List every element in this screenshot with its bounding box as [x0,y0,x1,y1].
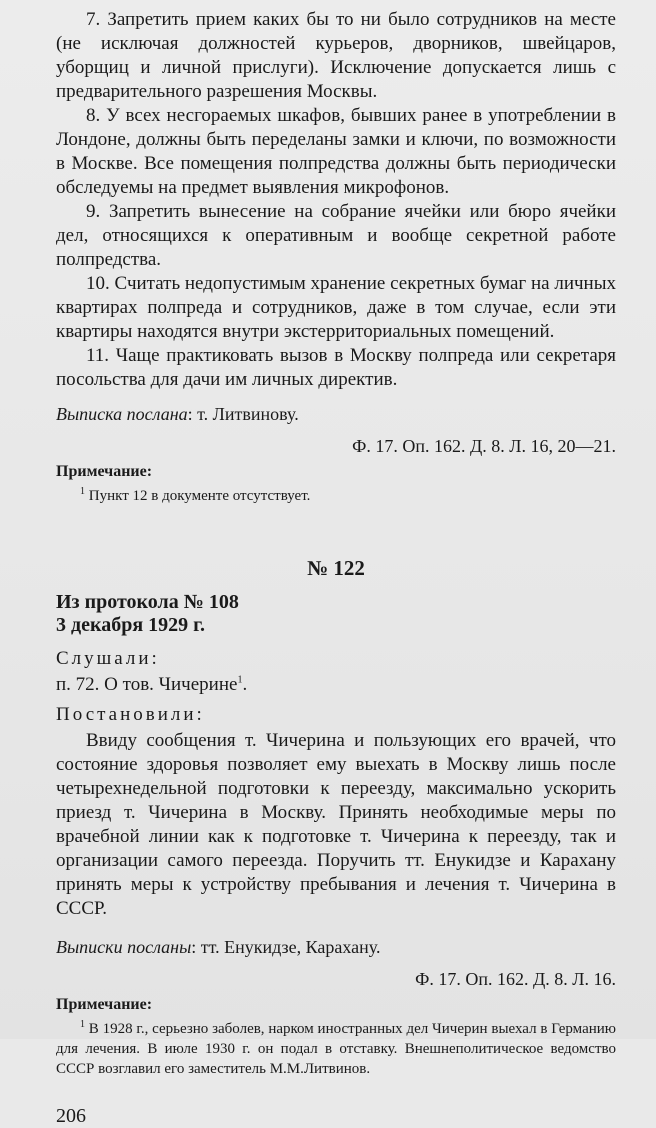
resolution-item-11: 11. Чаще практиковать вызов в Москву полпреда или секретаря посольства для дачи им личных директив. [56,345,616,390]
extract-sent-label: Выписка послана [56,404,188,424]
archive-reference-1: Ф. 17. Оп. 162. Д. 8. Л. 16, 20—21. [352,436,616,456]
archive-reference-2: Ф. 17. Оп. 162. Д. 8. Л. 16. [415,969,616,989]
heard-item [56,673,616,697]
protocol-date: 3 декабря 1929 г. [56,614,205,636]
footnote-text: В 1928 г., серьезно заболев, нарком иностранных дел Чичерин выехал в Германию для лечения. В июле 1930 г. он подал в отставку. Внешнеполитическое ведомство СССР возглавил его заместитель М.М.Литвинов. [56,1021,616,1077]
heard-item-mark: 1 [237,674,243,686]
note-heading-1: Примечание: [56,463,153,480]
heard-item-tail: . [242,674,248,695]
note-heading-2: Примечание: [56,996,153,1013]
resolution-item-8: 8. У всех несгораемых шкафов, бывших ранее в употреблении в Лондоне, должны быть переделаны замки и ключи, по возможности в Москве. Все помещения полпредства должны быть периодически обследуемы на предмет выявления микрофонов. [56,105,616,198]
extract-sent-line-2 [56,935,616,959]
footnote-2 [56,1019,616,1079]
resolution-item-10: 10. Считать недопустимым хранение секретных бумаг на личных квартирах полпреда и сотрудников, даже в том случае, если эти квартиры находятся внутри экстерриториальных помещений. [56,273,616,342]
heard-item-text: п. 72. О тов. Чичерине [56,674,238,695]
extracts-sent-label: Выписки посланы [56,937,192,957]
extracts-sent-recipients: : тт. Енукидзе, Карахану. [191,937,381,957]
heard-label: Слушали: [56,648,160,669]
resolution-item-7: 7. Запретить прием каких бы то ни было сотрудников на месте (не исключая должностей курьеров, дворников, швейцаров, уборщиц и личной прислуги). Исключение допускается лишь с предварительного разрешения Москвы. [56,9,616,102]
extract-sent-line-1 [56,402,616,426]
footnote-mark: 1 [80,1019,85,1030]
resolution-text: Ввиду сообщения т. Чичерина и пользующих его врачей, что состояние здоровья позволяет ему выехать в Москву лишь после четырехнедельной подготовки к переезду, максимально ускорить приезд т. Чичерина в Москву. Принять необходимые меры по врачебной линии как к подготовке т. Чичерина к переезду, так и организации самого переезда. Поручить тт. Енукидзе и Карахану принять меры к устройству пребывания и лечения т. Чичерина в СССР. [56,730,616,919]
resolution-item-9: 9. Запретить вынесение на собрание ячейки или бюро ячейки дел, относящихся к оперативным и вообще секретной работе полпредства. [56,201,616,270]
resolved-label: Постановили: [56,704,205,725]
document-number: № 122 [307,556,365,580]
extract-sent-recipients: : т. Литвинову. [187,404,299,424]
footnote-text: Пункт 12 в документе отсутствует. [85,488,311,504]
footnote-mark: 1 [80,486,85,497]
footnote-1 [56,486,616,506]
protocol-title: Из протокола № 108 [56,591,239,613]
page-number: 206 [56,1105,86,1127]
